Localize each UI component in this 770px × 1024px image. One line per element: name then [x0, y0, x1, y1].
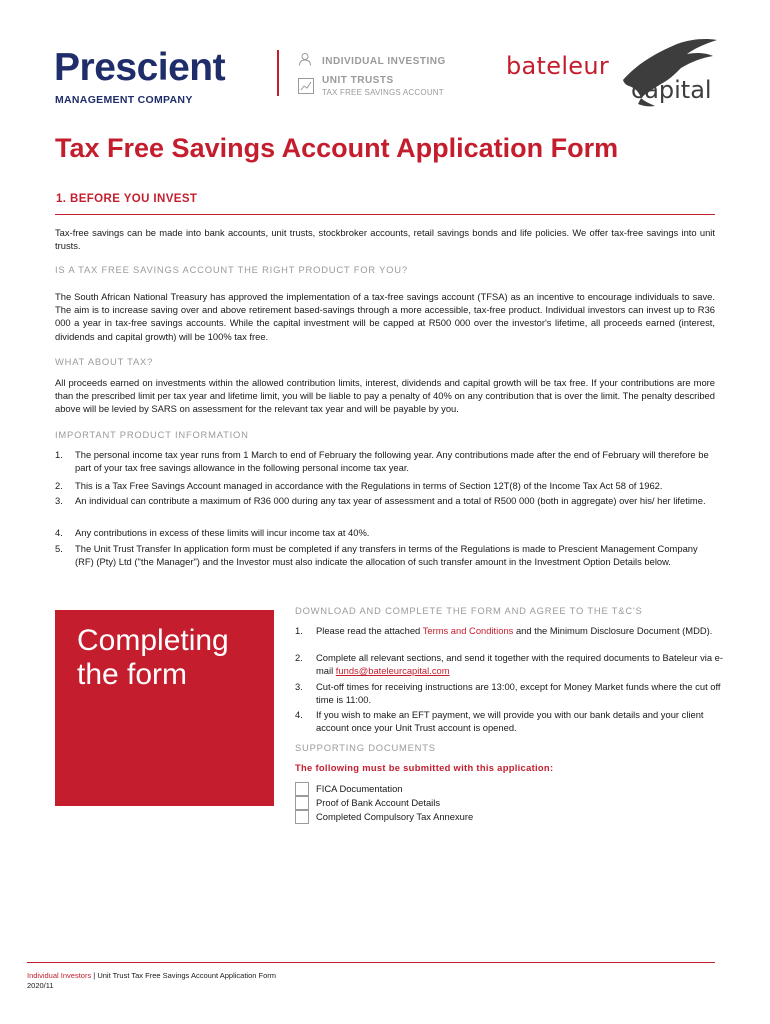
prescient-logo: Prescient: [54, 46, 226, 89]
step-item: [295, 651, 730, 679]
footer-separator: |: [91, 971, 98, 980]
step-text: Cut-off times for receiving instructions are 13:00, except for Money Market funds where the cut off time is 11:00.: [316, 681, 721, 706]
step-item: [295, 624, 730, 652]
checkbox-label-bank-details: Proof of Bank Account Details: [316, 797, 441, 808]
terms-and-conditions-link[interactable]: Terms and Conditions: [422, 625, 514, 636]
list-item-number: 2.: [55, 480, 63, 491]
footer-text: [27, 971, 276, 980]
bateleur-wordmark: bateleur: [506, 52, 610, 80]
step-item: [295, 680, 730, 708]
list-item-text: An individual can contribute a maximum of R36 000 during any tax year of assessment and a total of R500 000 (both in aggregate) over his/ her lifetime.: [75, 495, 706, 506]
list-item-text: This is a Tax Free Savings Account managed in accordance with the Regulations in terms of Section 12T(8) of the Income Tax Act 58 of 1962.: [75, 480, 663, 491]
subheading-product-info: IMPORTANT PRODUCT INFORMATION: [55, 429, 249, 440]
checkbox-bank-details[interactable]: [295, 796, 309, 810]
section-divider: [55, 214, 715, 215]
required-documents-note: The following must be submitted with this application:: [295, 762, 554, 773]
subheading-supporting-documents: SUPPORTING DOCUMENTS: [295, 742, 436, 753]
list-item-number: 4.: [55, 527, 63, 538]
footer-divider: [27, 962, 715, 963]
checkbox-tax-annexure[interactable]: [295, 810, 309, 824]
list-item: [55, 542, 715, 584]
header-divider: [277, 50, 279, 96]
checkbox-label-fica: FICA Documentation: [316, 783, 403, 794]
checkbox-fica[interactable]: [295, 782, 309, 796]
list-item: [55, 479, 715, 493]
list-item-text: The Unit Trust Transfer In application form must be completed if any transfers in terms of the Regulations is made to Prescient Management Company (RF) (Pty) Ltd ("the Manager") and the Investor must also indicate the allocation of such transfer amount in the Investment Option Details below.: [75, 543, 698, 568]
list-item: [55, 494, 715, 522]
list-item-number: 1.: [55, 449, 63, 460]
step-number: 1.: [295, 625, 303, 636]
chart-icon: [298, 78, 314, 94]
prescient-logo-subtitle: MANAGEMENT COMPANY: [55, 94, 193, 106]
paragraph-right-product: The South African National Treasury has approved the implementation of a tax-free savings account (TFSA) as an incentive to encourage individuals to save. The aim is to increase saving over and above retirement based-savings through a more accessible, tax-free product. Individual investors can invest up to R36 000 a year in tax-free savings accounts. While the capital investment will be capped at R500 000 over the investor's lifetime, all proceeds earned (interest, dividends and capital growth) will be 100% tax free.: [55, 291, 715, 342]
list-item-number: 3.: [55, 495, 63, 506]
step-text: [316, 651, 730, 677]
list-item: [55, 448, 715, 476]
step-number: 3.: [295, 681, 303, 692]
header-line-unit-trusts: UNIT TRUSTS: [322, 75, 394, 86]
list-item-number: 5.: [55, 543, 63, 554]
completing-form-title: Completing the form: [77, 624, 229, 691]
intro-paragraph: Tax-free savings can be made into bank accounts, unit trusts, stockbroker accounts, retail savings bonds and life policies. We offer tax-free savings into unit trusts.: [55, 227, 715, 252]
page-title: Tax Free Savings Account Application Form: [55, 133, 619, 163]
list-item-text: Any contributions in excess of these limits will incur income tax at 40%.: [75, 527, 370, 538]
step-text-part: Please read the attached: [316, 625, 423, 636]
header-line-individual-investing: INDIVIDUAL INVESTING: [322, 56, 446, 67]
subheading-download: DOWNLOAD AND COMPLETE THE FORM AND AGREE TO THE T&C'S: [295, 605, 643, 616]
email-link[interactable]: funds@bateleurcapital.com: [335, 665, 450, 677]
step-text-part: and the Minimum Disclosure Document (MDD).: [513, 625, 713, 636]
list-item: [55, 526, 715, 540]
checkbox-label-tax-annexure: Completed Compulsory Tax Annexure: [316, 811, 474, 822]
step-number: 4.: [295, 709, 303, 720]
footer-category: Individual Investors: [27, 971, 92, 980]
subheading-right-product: IS A TAX FREE SAVINGS ACCOUNT THE RIGHT PRODUCT FOR YOU?: [55, 264, 408, 275]
capital-wordmark: capital: [631, 76, 712, 104]
step-number: 2.: [295, 652, 303, 663]
footer-date: 2020/11: [27, 981, 54, 990]
step-item: [295, 708, 730, 736]
footer-form-name: Unit Trust Tax Free Savings Account Application Form: [97, 971, 277, 980]
person-icon: [298, 52, 312, 66]
step-text: [316, 624, 730, 637]
header-line-tfsa: TAX FREE SAVINGS ACCOUNT: [322, 88, 444, 97]
step-text-part: Complete all relevant sections, and send it together with the required documents to Bateleur via e-mail: [316, 652, 723, 677]
subheading-tax: WHAT ABOUT TAX?: [55, 356, 154, 367]
list-item-text: The personal income tax year runs from 1 March to end of February the following year. Any contributions made after the end of February will therefore be part of your tax free savings allowance in the following personal income tax year.: [75, 449, 709, 474]
section-heading-before-you-invest: 1. BEFORE YOU INVEST: [56, 193, 198, 205]
paragraph-tax: All proceeds earned on investments within the allowed contribution limits, interest, dividends and capital growth will be tax free. If your contributions are more than the prescribed limit per tax year and lifetime limit, you will be liable to pay a penalty of 40% on any contribution that is over the limit. The penalty described above will be levied by SARS on assessment for the relevant tax year and will be payable by you.: [55, 377, 715, 415]
step-text: If you wish to make an EFT payment, we will provide you with our bank details and your client account once your Unit Trust account is opened.: [316, 709, 704, 734]
